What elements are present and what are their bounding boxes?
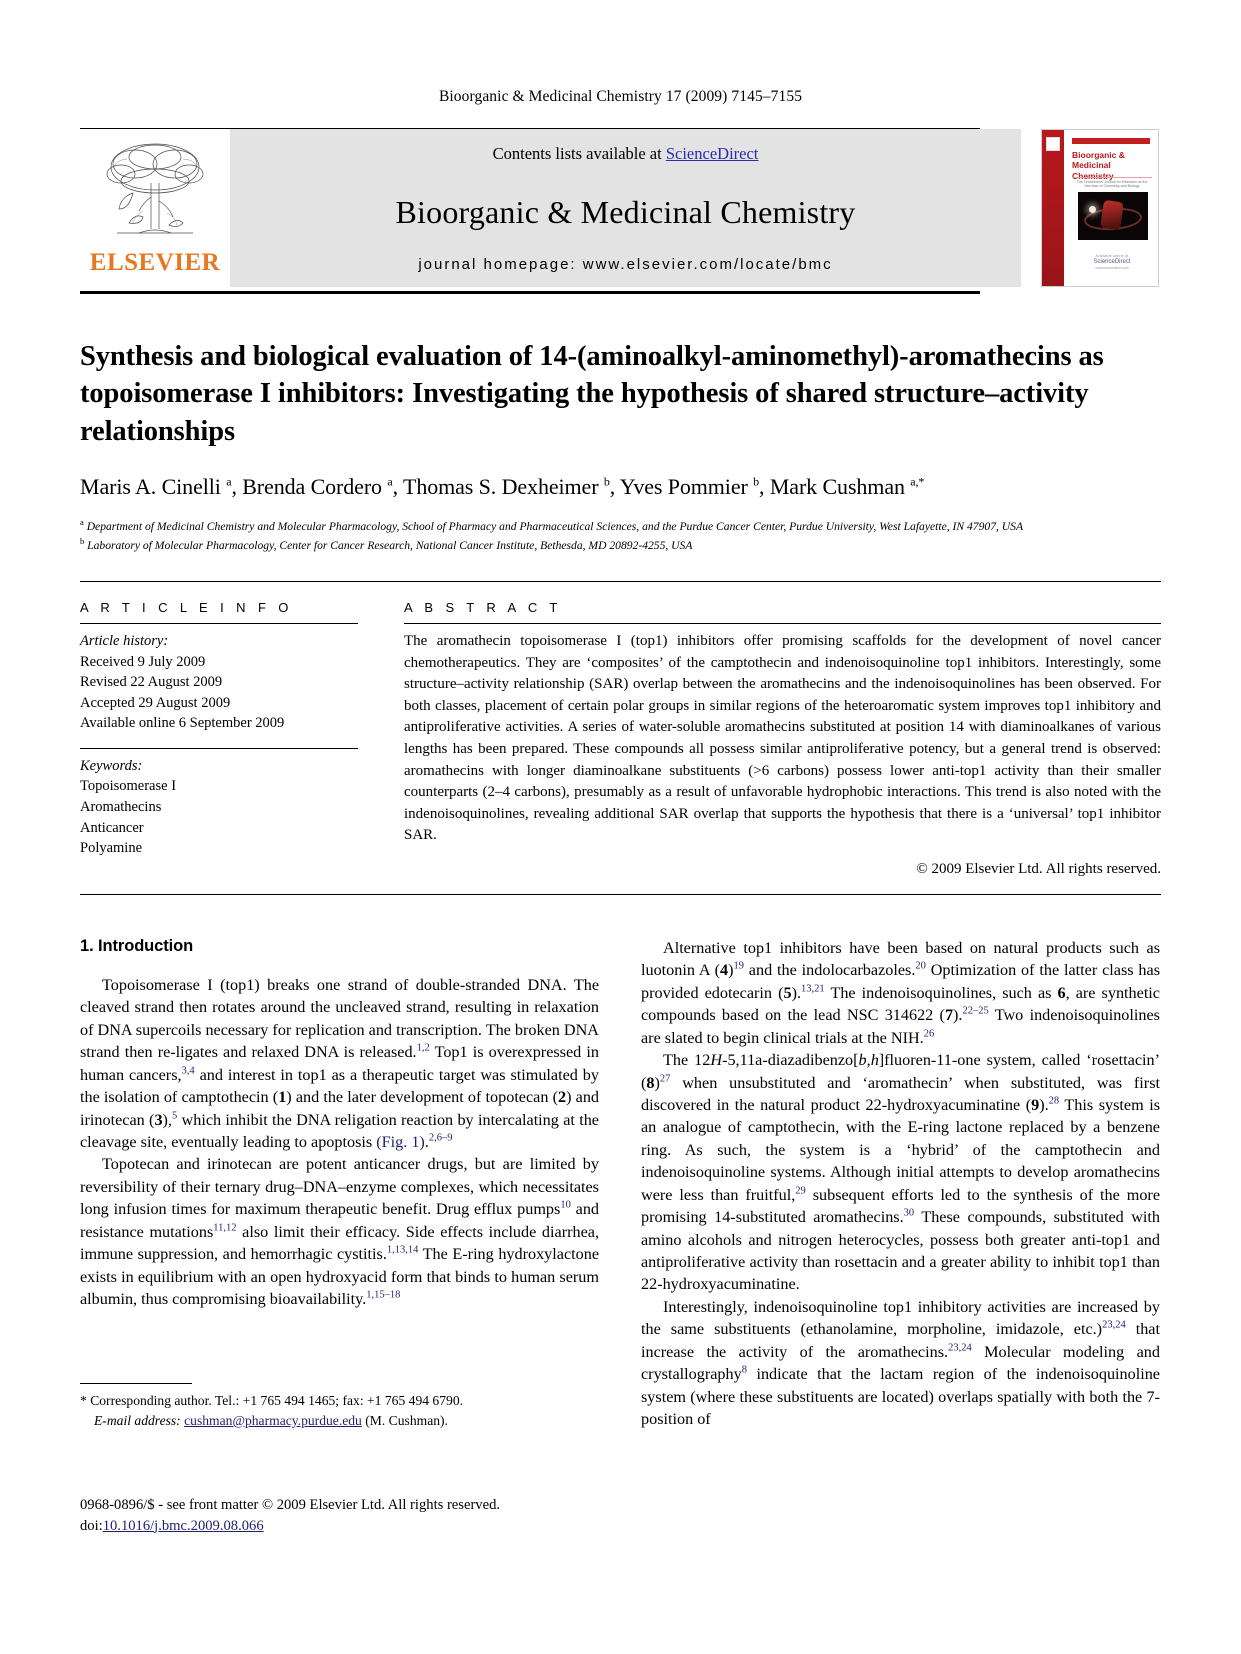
page-title: Synthesis and biological evaluation of 14-(aminoalkyl-aminomethyl)-aromathecins as topoisomerase I inhibitors: Investigating the hypothesis of shared structure–activity relationships <box>80 341 1104 447</box>
body-column-right <box>641 937 1160 1431</box>
journal-cover-thumbnail[interactable] <box>1041 129 1159 287</box>
page-footer <box>80 1495 640 1536</box>
footnote-zone <box>80 1383 599 1430</box>
body-columns <box>80 937 1161 1431</box>
article-info-column <box>80 600 380 878</box>
email-link[interactable]: cushman@pharmacy.purdue.edu <box>184 1412 362 1428</box>
cover-artwork-image <box>1078 192 1148 240</box>
cover-art-helix <box>1100 200 1124 231</box>
cover-art-highlight <box>1089 206 1096 213</box>
author-list: Maris A. Cinelli $^a$, Brenda Cordero $^a$, Thomas S. Dexheimer $^b$, Yves Pommier $^b$, Mark Cushman $^{a,*}$ <box>80 473 925 499</box>
cover-sd-label: Available online at <box>1095 254 1129 258</box>
email-note <box>80 1411 599 1431</box>
body-paragraph: Interestingly, indenoisoquinoline top1 inhibitory activities are increased by the same substituents (ethanolamine, morpholine, imidazole, etc.)$^{23,24}$ that increase the activity of the aromathecins.$^{23,24}$ Molecular modeling and crystallography$^8$ indicate that the lactam region of the indenoisoquinoline system (where these substituents are located) overlaps spatially with both the 7-position of <box>641 1297 1160 1429</box>
keyword-item: Aromathecins <box>80 799 162 816</box>
doi-label: doi: <box>80 1517 103 1534</box>
footnote-rule <box>80 1383 192 1384</box>
cover-top-bar <box>1072 138 1150 144</box>
journal-title: Bioorganic & Medicinal Chemistry <box>395 193 856 230</box>
cover-sd-url: www.sciencedirect.com <box>1095 266 1129 270</box>
footnote-block <box>80 1391 599 1430</box>
affiliations <box>80 516 1161 555</box>
history-item: Received 9 July 2009 <box>80 653 206 670</box>
abstract-column <box>380 600 1161 878</box>
info-bottom-rule <box>80 894 1161 895</box>
email-label: E-mail address: <box>94 1412 181 1428</box>
title-block <box>80 338 1161 555</box>
affiliation-a: $^a$ Department of Medicinal Chemistry and Molecular Pharmacology, School of Pharmacy and Pharmaceutical Sciences, and the Purdue Cancer Center, Purdue University, West Lafayette, IN 47907, USA <box>80 516 1024 533</box>
elsevier-logo <box>80 129 230 287</box>
elsevier-wordmark: ELSEVIER <box>89 249 221 276</box>
info-abstract-grid <box>80 582 1161 878</box>
body-paragraph: The 12H-5,11a-diazadibenzo[b,h]fluoren-11-one system, called ‘rosettacin’ (8)$^{27}$ when unsubstituted and ‘aromathecin’ when substituted, was first discovered in the natural product 22-hydroxyacuminatine (9).$^{28}$ This system is an analogue of camptothecin, with the E-ring lactone replaced by a benzene ring. As such, the system is a ‘hybrid’ of the camptothecin and indenoisoquinoline systems. Although initial attempts to develop aromathecins were less than fruitful,$^{29}$ subsequent efforts led to the synthesis of the more promising 14-substituted aromathecins.$^{30}$ These compounds, substituted with amino alcohols and nitrogen heterocycles, possess both greater anti-top1 and antiproliferative activity than rosettacin and a greater ability to inhibit top1 than 22-hydroxyacuminatine. <box>641 1051 1161 1294</box>
doi-line <box>80 1516 640 1536</box>
cover-sd-name: ScienceDirect <box>1093 259 1131 265</box>
issn-copyright-line: 0968-0896/$ - see front matter © 2009 Elsevier Ltd. All rights reserved. <box>80 1497 501 1514</box>
article-info-rule <box>80 623 358 624</box>
email-suffix: (M. Cushman). <box>365 1412 448 1428</box>
journal-cover-cell <box>1039 129 1161 287</box>
section-heading-introduction: 1. Introduction <box>80 936 194 955</box>
abstract-copyright: © 2009 Elsevier Ltd. All rights reserved. <box>916 860 1161 877</box>
body-paragraph: Topoisomerase I (top1) breaks one strand of double-stranded DNA. The cleaved strand then rotates around the uncleaved strand, resulting in relaxation of DNA supercoils necessary for replication and transcription. The broken DNA strand then re-ligates and relaxed DNA is released.$^{1,2}$ Top1 is overexpressed in human cancers,$^{3,4}$ and interest in top1 as a therapeutic target was stimulated by the isolation of camptothecin (1) and the later development of topotecan (2) and irinotecan (3),$^5$ which inhibit the DNA religation reaction by intercalating at the cleavage site, eventually leading to apoptosis (Fig. 1).$^{2,6-9}$ <box>80 975 600 1151</box>
elsevier-tree-icon <box>99 137 211 249</box>
affiliation-b-text: Laboratory of Molecular Pharmacology, Center for Cancer Research, National Cancer Institute, Bethesda, MD 20892-4255, USA <box>87 539 693 553</box>
cover-spine <box>1042 130 1064 286</box>
keyword-item: Topoisomerase I <box>80 778 177 795</box>
body-paragraph: Topotecan and irinotecan are potent anticancer drugs, but are limited by reversibility of their ternary drug–DNA–enzyme complexes, which necessitates long infusion times for maximum therapeutic benefit. Drug efflux pumps$^{10}$ and resistance mutations$^{11,12}$ also limit their efficacy. Side effects include diarrhea, immune suppression, and hemorrhagic cystitis.$^{1,13,14}$ The E-ring hydroxylactone exists in equilibrium with an open hydroxyacid form that binds to human serum albumin, thus compromising bioavailability.$^{1,15-18}$ <box>80 1155 600 1309</box>
keyword-item: Anticancer <box>80 819 144 836</box>
masthead-center <box>230 129 1021 287</box>
doi-link[interactable]: 10.1016/j.bmc.2009.08.066 <box>102 1517 264 1534</box>
history-item: Revised 22 August 2009 <box>80 674 223 691</box>
corresponding-author-note: * Corresponding author. Tel.: +1 765 494 1465; fax: +1 765 494 6790. <box>80 1393 464 1409</box>
journal-masthead <box>80 128 1161 294</box>
contents-prefix: Contents lists available at <box>492 144 666 163</box>
article-history-label: Article history: <box>80 632 169 649</box>
cover-spine-logo-icon <box>1046 137 1060 151</box>
cover-subtitle: The Tetrahedron Journal for Research at the Interface of Chemistry and Biology <box>1072 177 1152 189</box>
affiliation-a-text: Department of Medicinal Chemistry and Molecular Pharmacology, School of Pharmacy and Pharmaceutical Sciences, and the Purdue Cancer Center, Purdue University, West Lafayette, IN 47907, USA <box>86 519 1024 533</box>
article-info-heading: A R T I C L E I N F O <box>80 599 293 615</box>
cover-sciencedirect-logo <box>1072 254 1152 270</box>
abstract-rule <box>404 623 1161 624</box>
article-history-block <box>80 631 358 734</box>
contents-available-line <box>240 144 1011 164</box>
history-item: Accepted 29 August 2009 <box>80 694 231 711</box>
keywords-rule <box>80 748 358 749</box>
masthead-bottom-rule <box>80 291 980 294</box>
keywords-label: Keywords: <box>80 757 143 774</box>
abstract-heading: A B S T R A C T <box>404 599 562 615</box>
sciencedirect-link[interactable]: ScienceDirect <box>665 144 759 163</box>
history-item: Available online 6 September 2009 <box>80 715 285 732</box>
body-paragraph: Alternative top1 inhibitors have been based on natural products such as luotonin A (4)$^{19}$ and the indolocarbazoles.$^{20}$ Optimization of the latter class has provided edotecarin (5).$^{13,21}$ The indenoisoquinolines, such as 6, are synthetic compounds based on the lead NSC 314622 (7).$^{22-25}$ Two indenoisoquinolines are slated to begin clinical trials at the NIH.$^{26}$ <box>641 938 1160 1047</box>
cover-title: Bioorganic & Medicinal Chemistry <box>1072 150 1125 181</box>
keywords-block <box>80 756 358 859</box>
keyword-item: Polyamine <box>80 840 143 857</box>
affiliation-b: $^b$ Laboratory of Molecular Pharmacology, Center for Cancer Research, National Cancer Institute, Bethesda, MD 20892-4255, USA <box>80 536 693 553</box>
abstract-text: The aromathecin topoisomerase I (top1) inhibitors offer promising scaffolds for the development of novel cancer chemotherapeutics. They are ‘composites’ of the camptothecin and indenoisoquinoline top1 inhibitors. Interestingly, some structure–activity relationship (SAR) overlap between the aromathecins and the indenoisoquinolines has been observed. For both classes, placement of certain polar groups in similar regions of the heteroaromatic system improves top1 inhibitory and antiproliferative activities. A series of water-soluble aromathecins substituted at position 14 with diaminoalkanes of various lengths has been prepared. These compounds all possess similar antiproliferative potency, but a general trend is observed: aromathecins with longer diaminoalkane substituents (>6 carbons) possess lower anti-top1 activity than their smaller counterparts (2–4 carbons), presumably as a result of unfavorable hydrophobic interactions. This trend is also noted with the indenoisoquinolines, revealing additional SAR overlap that supports the hypothesis that there is a ‘universal’ top1 inhibitor SAR. <box>404 632 1161 844</box>
journal-homepage[interactable]: journal homepage: www.elsevier.com/locate/bmc <box>418 256 833 273</box>
running-head: Bioorganic & Medicinal Chemistry 17 (2009) 7145–7155 <box>438 88 803 105</box>
body-column-left <box>80 937 599 1431</box>
